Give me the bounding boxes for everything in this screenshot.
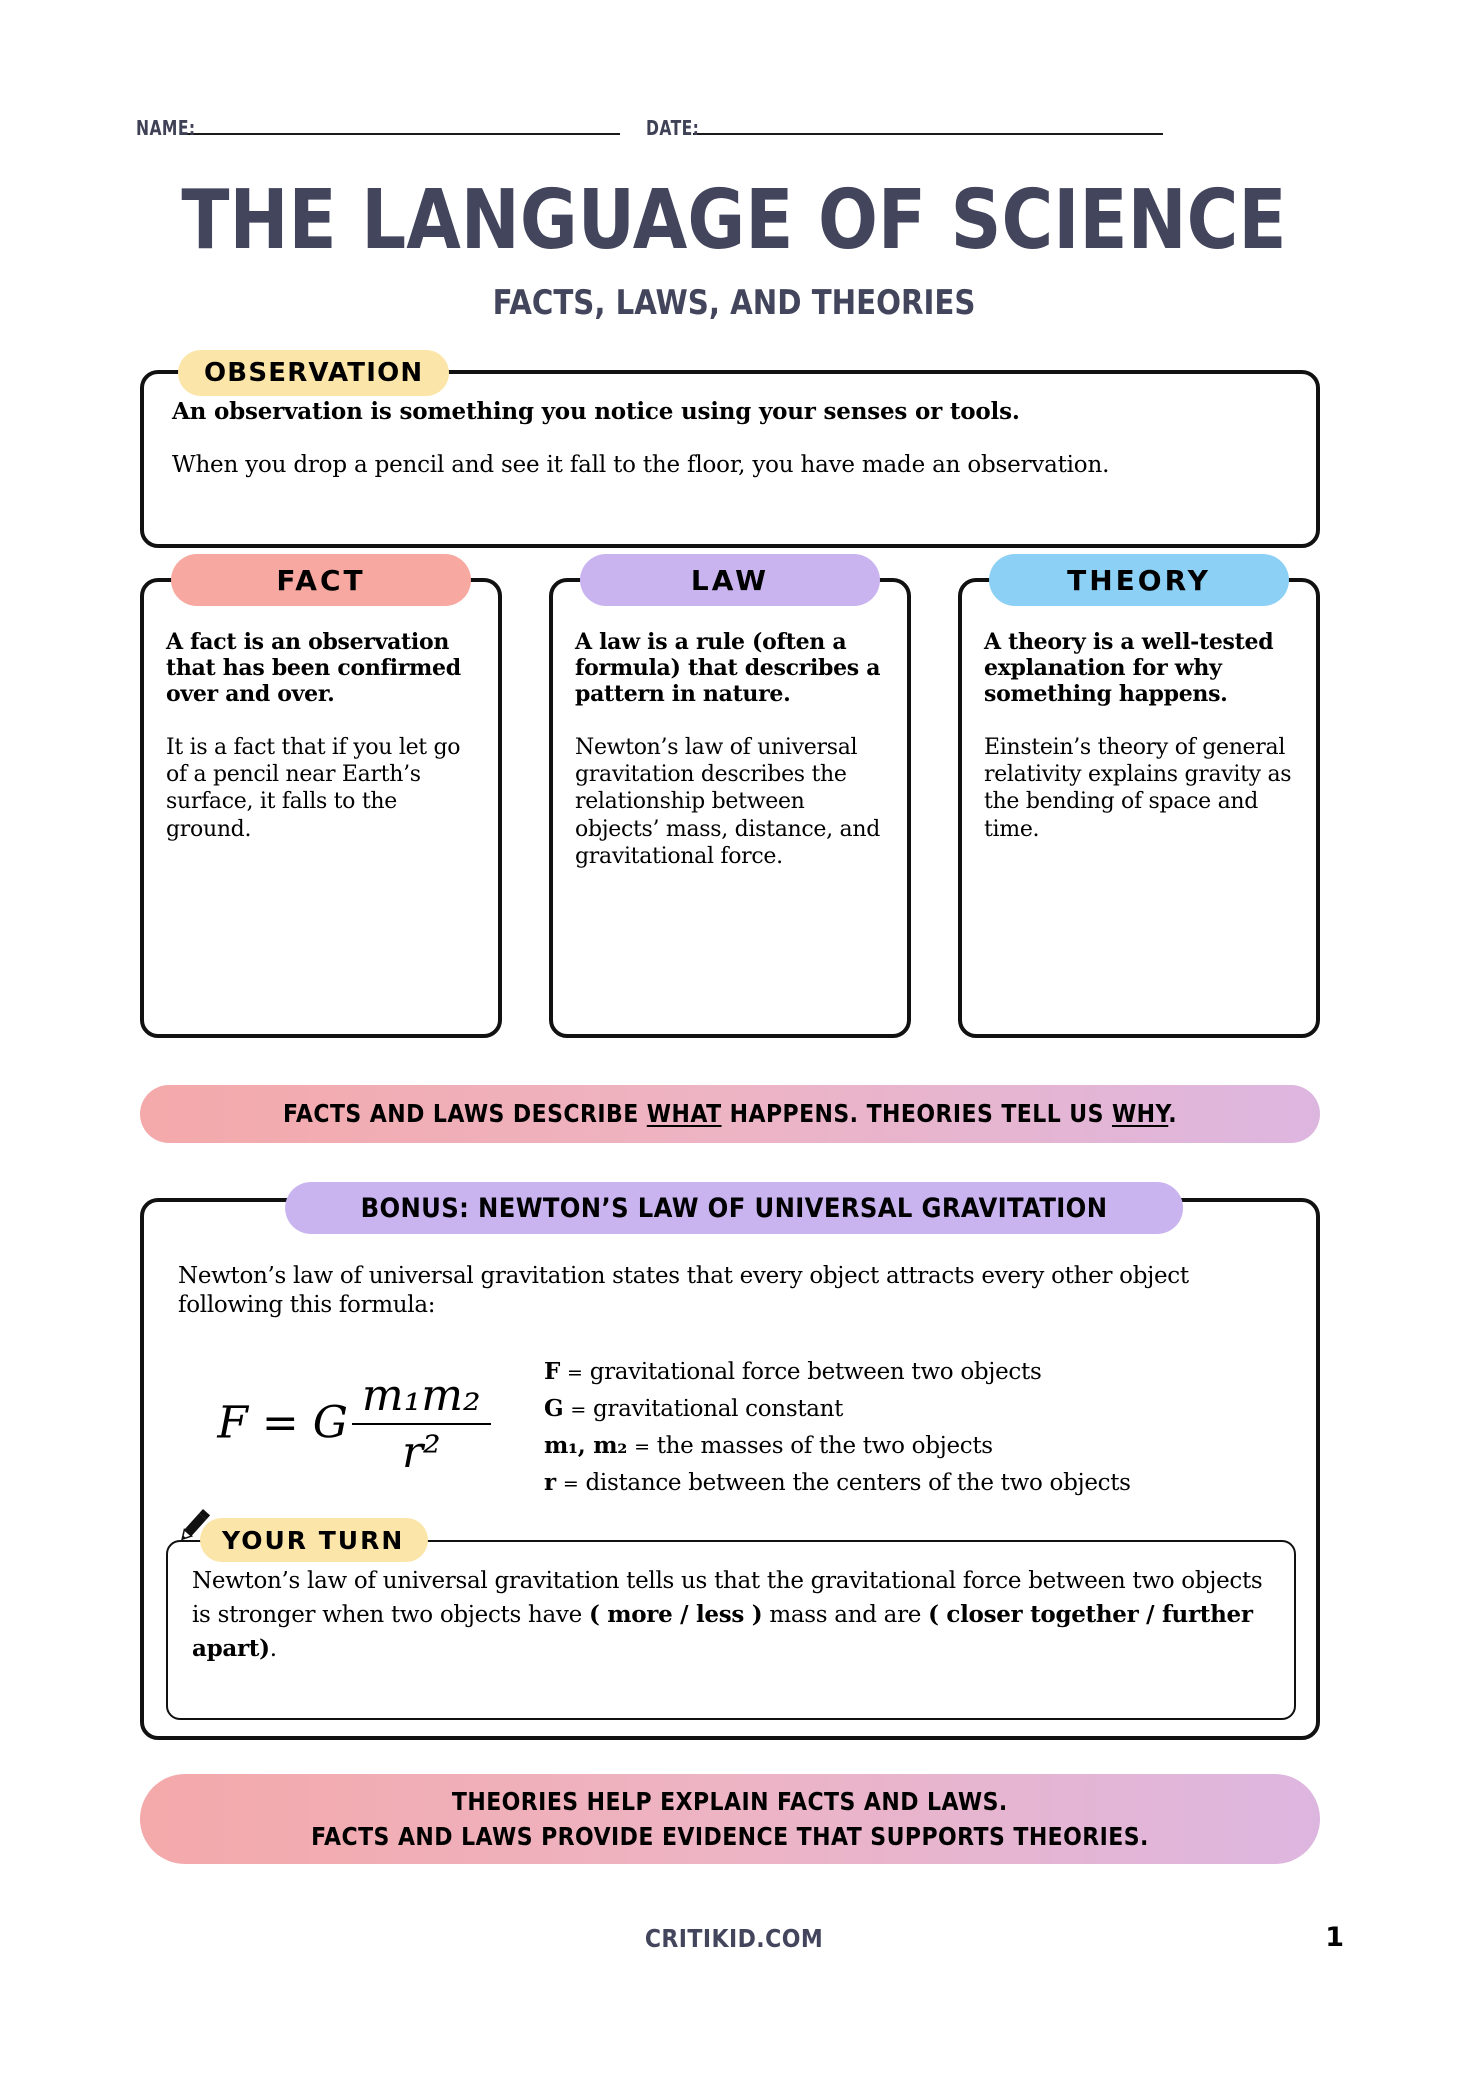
variable-legend (544, 1350, 1294, 1502)
variable-equals: = (634, 1435, 650, 1458)
card-example-law: Newton’s law of universal gravitation describes the relationship between objects’ mass, distance, and gravitational force. (575, 734, 880, 869)
banner-what-why (140, 1085, 1320, 1143)
formula-lhs: F (217, 1397, 248, 1449)
name-label: NAME: (136, 116, 196, 140)
definition-cards-row (140, 563, 1320, 1038)
page-title: THE LANGUAGE OF SCIENCE (181, 173, 1287, 268)
variable-item (544, 1465, 1294, 1502)
banner-bottom-line1: THEORIES HELP EXPLAIN FACTS AND LAWS. (452, 1786, 1008, 1816)
your-turn-label: YOUR TURN (222, 1525, 405, 1555)
card-tag-theory: THEORY (989, 554, 1289, 606)
card-theory (958, 563, 1320, 1038)
banner-bottom-line2: FACTS AND LAWS PROVIDE EVIDENCE THAT SUPPORTS THEORIES. (311, 1822, 1149, 1851)
pencil-icon (172, 1502, 218, 1548)
banner-part1: FACTS AND LAWS DESCRIBE (282, 1099, 647, 1129)
banner-part2: HAPPENS. THEORIES TELL US (721, 1099, 1112, 1129)
card-example-theory: Einstein’s theory of general relativity explains gravity as the bending of space and time. (984, 734, 1292, 842)
formula-denominator: r² (352, 1423, 491, 1478)
variable-meaning: gravitational force between two objects (589, 1359, 1042, 1385)
gravitation-formula (164, 1350, 544, 1480)
bonus-box (140, 1198, 1320, 1740)
your-turn-choice-distance[interactable]: ( closer together / further apart) (192, 1601, 1253, 1663)
observation-box (140, 370, 1320, 548)
card-body-law (553, 582, 907, 870)
banner-part3: . (1168, 1099, 1178, 1129)
your-turn-part2: mass and are (762, 1602, 929, 1629)
variable-equals: = (570, 1398, 586, 1421)
card-definition-fact: A fact is an observation that has been confirmed over and over. (166, 629, 461, 707)
variable-equals: = (567, 1362, 583, 1384)
page-subtitle: FACTS, LAWS, AND THEORIES (492, 282, 976, 323)
banner-bottom (140, 1774, 1320, 1864)
card-law (549, 563, 911, 1038)
formula-numerator: m₁m₂ (361, 1370, 481, 1421)
formula-coefficient: G (312, 1397, 348, 1449)
variable-item (544, 1391, 1294, 1428)
footer-site-url[interactable]: CRITIKID.COM (644, 1924, 824, 1953)
date-write-line[interactable] (693, 133, 1163, 135)
card-tag-fact: FACT (171, 554, 471, 606)
variable-meaning: distance between the centers of the two objects (585, 1469, 1131, 1496)
observation-definition: An observation is something you notice using your senses or tools. (172, 398, 1020, 425)
your-turn-box (166, 1525, 1296, 1720)
observation-tag: OBSERVATION (178, 350, 449, 396)
variable-equals: = (562, 1472, 579, 1495)
variable-symbol: m₁, m₂ (544, 1431, 628, 1459)
formula-equals: = (261, 1397, 299, 1449)
card-tag-law: LAW (580, 554, 880, 606)
observation-example: When you drop a pencil and see it fall to the floor, you have made an observation. (172, 451, 1110, 478)
bonus-tag-label: BONUS: NEWTON’S LAW OF UNIVERSAL GRAVITATION (360, 1192, 1108, 1224)
variable-symbol: r (544, 1468, 556, 1496)
variable-item (544, 1428, 1294, 1465)
card-fact (140, 563, 502, 1038)
your-turn-part1: Newton’s law of universal gravitation tells us that the gravitational force between two objects is stronger when two objects have (192, 1568, 1263, 1629)
bonus-tag (285, 1182, 1183, 1234)
footer-page-number: 1 (1325, 1922, 1344, 1953)
date-label: DATE: (646, 116, 700, 140)
your-turn-tag (200, 1518, 428, 1562)
title-block (0, 173, 1468, 323)
name-date-row (136, 116, 1332, 140)
card-body-fact (144, 582, 498, 843)
variable-symbol: G (544, 1394, 564, 1422)
your-turn-choice-mass[interactable]: ( more / less ) (588, 1601, 763, 1629)
banner-emphasis-what: WHAT (646, 1099, 722, 1129)
card-definition-law: A law is a rule (often a formula) that describes a pattern in nature. (575, 629, 881, 707)
banner-what-why-text (283, 1096, 1177, 1132)
card-example-fact: It is a fact that if you let go of a pencil near Earth’s surface, it falls to the ground. (166, 734, 461, 842)
formula-fraction (352, 1370, 491, 1478)
name-write-line[interactable] (180, 133, 620, 135)
card-body-theory (962, 582, 1316, 843)
formula-row (164, 1350, 1294, 1502)
variable-item (544, 1354, 1294, 1391)
bonus-intro: Newton’s law of universal gravitation states that every object attracts every other object following this formula: (178, 1263, 1189, 1319)
variable-meaning: gravitational constant (593, 1395, 844, 1422)
banner-emphasis-why: WHY (1111, 1099, 1169, 1129)
card-definition-theory: A theory is a well-tested explanation for why something happens. (984, 629, 1274, 707)
variable-symbol: F (544, 1358, 561, 1385)
variable-meaning: the masses of the two objects (656, 1432, 993, 1459)
your-turn-part3: . (269, 1636, 277, 1663)
